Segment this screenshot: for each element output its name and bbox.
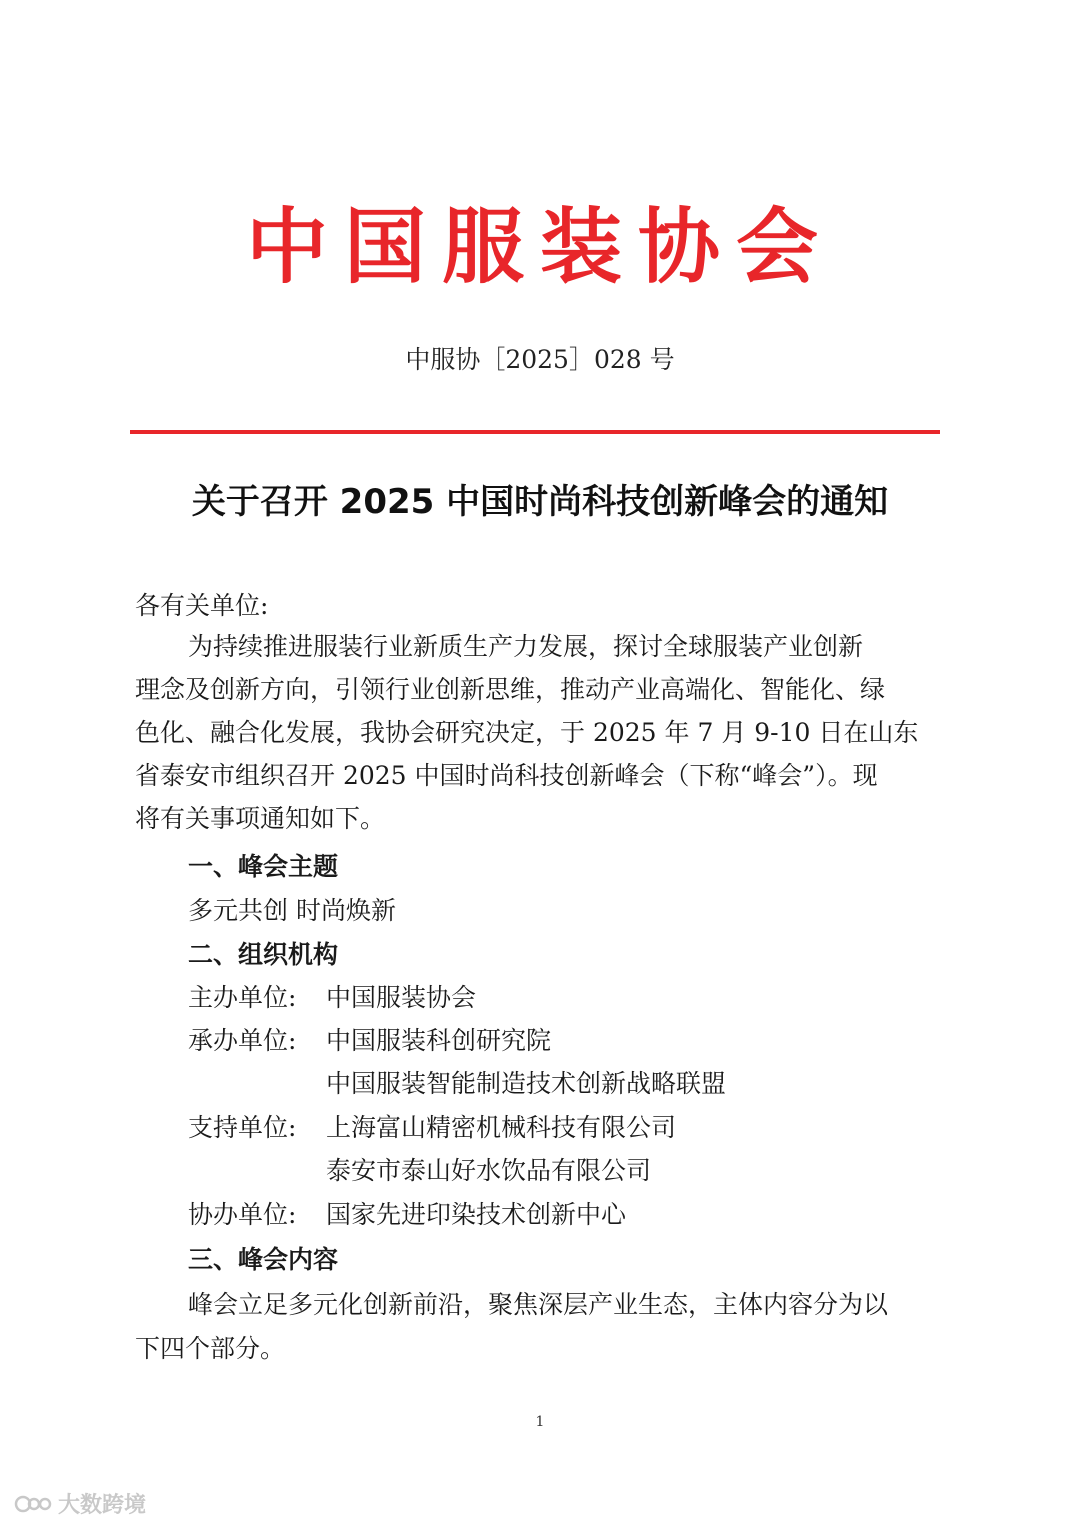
host-label: 主办单位: bbox=[188, 983, 297, 1012]
intro-line-1: 为持续推进服装行业新质生产力发展，探讨全球服装产业创新 bbox=[188, 632, 864, 661]
intro-line-4: 省泰安市组织召开 2025 中国时尚科技创新峰会（下称“峰会”）。现 bbox=[135, 761, 878, 790]
notice-title: 关于召开 2025 中国时尚科技创新峰会的通知 bbox=[191, 482, 889, 522]
supporter-label: 支持单位: bbox=[188, 1113, 297, 1142]
section-2-heading: 二、组织机构 bbox=[188, 940, 339, 969]
watermark-logo-icon bbox=[14, 1493, 54, 1515]
organizer-label: 承办单位: bbox=[188, 1026, 297, 1055]
section-1-heading: 一、峰会主题 bbox=[188, 852, 339, 881]
intro-line-5: 将有关事项通知如下。 bbox=[135, 804, 386, 833]
intro-line-3: 色化、融合化发展，我协会研究决定，于 2025 年 7 月 9-10 日在山东 bbox=[135, 718, 919, 747]
host-value: 中国服装协会 bbox=[326, 983, 477, 1012]
organizer-value-1: 中国服装科创研究院 bbox=[326, 1026, 552, 1055]
document-number: 中服协［2025］028 号 bbox=[405, 345, 675, 374]
section-3-line-2: 下四个部分。 bbox=[135, 1334, 286, 1363]
coorganizer-label: 协办单位: bbox=[188, 1200, 297, 1229]
watermark-text: 大数跨境 bbox=[58, 1493, 147, 1518]
intro-line-2: 理念及创新方向，引领行业创新思维，推动产业高端化、智能化、绿 bbox=[135, 675, 886, 704]
summit-theme: 多元共创 时尚焕新 bbox=[188, 896, 396, 925]
watermark bbox=[14, 1488, 146, 1519]
section-3-line-1: 峰会立足多元化创新前沿，聚焦深层产业生态，主体内容分为以 bbox=[188, 1290, 889, 1319]
red-divider bbox=[130, 430, 940, 434]
page-number: 1 bbox=[535, 1414, 545, 1430]
supporter-value-2: 泰安市泰山好水饮品有限公司 bbox=[326, 1156, 652, 1185]
organizer-value-2: 中国服装智能制造技术创新战略联盟 bbox=[326, 1069, 727, 1098]
supporter-value-1: 上海富山精密机械科技有限公司 bbox=[326, 1113, 677, 1142]
organization-title: 中国服装协会 bbox=[245, 199, 834, 295]
section-3-heading: 三、峰会内容 bbox=[188, 1245, 339, 1274]
coorganizer-value: 国家先进印染技术创新中心 bbox=[326, 1200, 627, 1229]
salutation: 各有关单位: bbox=[135, 591, 269, 620]
